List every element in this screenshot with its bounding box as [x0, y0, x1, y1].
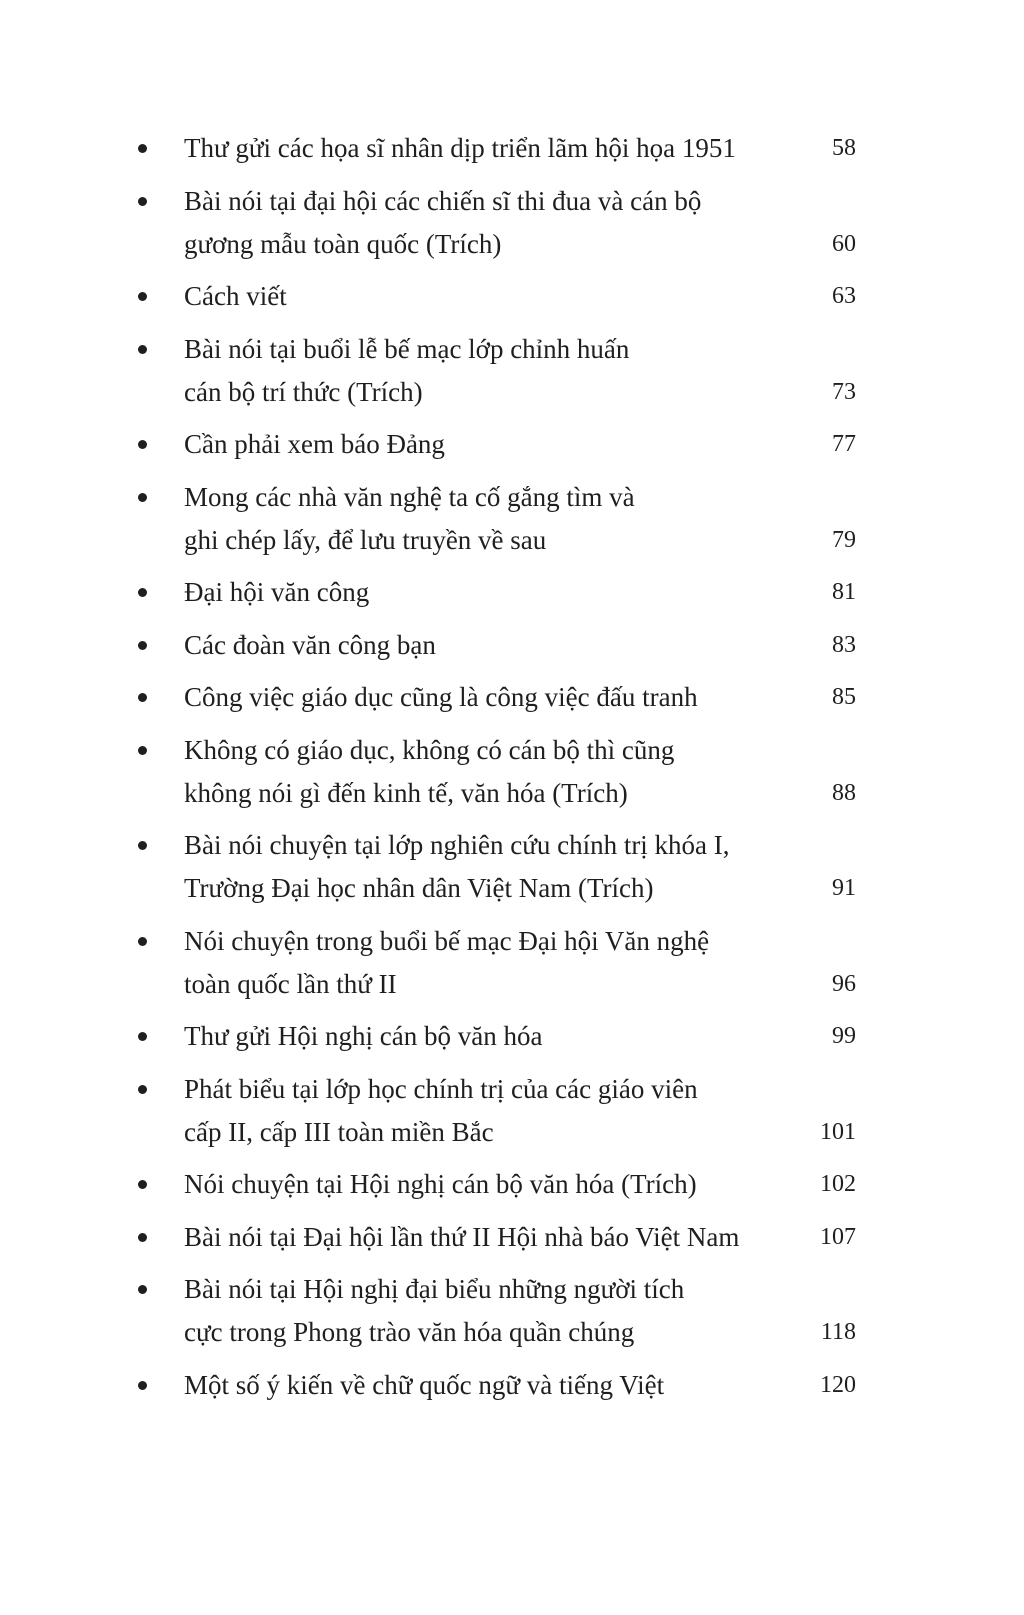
toc-page-number: 83 [832, 631, 856, 658]
toc-entry-title-line: Cách viết [184, 281, 287, 311]
toc-entry [0, 676, 1024, 719]
toc-entry [0, 1015, 1024, 1058]
toc-page-number: 99 [832, 1023, 856, 1049]
toc-page-number: 63 [832, 283, 856, 309]
toc-entry [0, 920, 1024, 1006]
toc-page-number: 118 [820, 1319, 856, 1345]
bullet-icon [138, 641, 147, 650]
toc-entry-title-line: cực trong Phong trào văn hóa quần chúng [184, 1317, 635, 1347]
toc-page-number: 58 [832, 135, 856, 161]
toc-page-number: 91 [832, 875, 856, 901]
toc-entry-title-line: Đại hội văn công [184, 577, 370, 607]
toc-entry [0, 476, 1024, 562]
toc-entry-title-line: Bài nói tại Hội nghị đại biểu những người tích [184, 1274, 685, 1304]
toc-page-number: 85 [832, 684, 856, 710]
bullet-icon [138, 841, 147, 850]
toc-page-number: 79 [832, 526, 856, 553]
toc-entry [0, 1068, 1024, 1154]
toc-entry [0, 180, 1024, 266]
toc-entry-title-line: Thư gửi các họa sĩ nhân dịp triển lãm hội họa 1951 [184, 133, 736, 163]
toc-entry [0, 328, 1024, 414]
toc-entry-title-line: cấp II, cấp III toàn miền Bắc [184, 1116, 494, 1147]
bullet-icon [138, 1032, 147, 1041]
toc-entry-title-line: không nói gì đến kinh tế, văn hóa (Trích) [184, 777, 628, 808]
bullet-icon [138, 292, 147, 301]
table-of-contents [0, 127, 1024, 1416]
bullet-icon [138, 493, 147, 502]
toc-entry-title-line: Bài nói tại đại hội các chiến sĩ thi đua và cán bộ [184, 185, 702, 216]
toc-entry-title-line: Bài nói tại Đại hội lần thứ II Hội nhà báo Việt Nam [184, 1221, 740, 1252]
toc-entry-title-line: Nói chuyện trong buổi bế mạc Đại hội Văn nghệ [184, 925, 710, 956]
toc-entry [0, 1364, 1024, 1407]
bullet-icon [138, 1285, 147, 1294]
toc-entry [0, 729, 1024, 815]
toc-entry-title-line: Phát biểu tại lớp học chính trị của các giáo viên [184, 1073, 698, 1104]
toc-entry-title-line: Bài nói tại buổi lễ bế mạc lớp chỉnh huấn [184, 333, 630, 364]
toc-entry [0, 1268, 1024, 1354]
toc-page-number: 101 [820, 1118, 856, 1145]
toc-entry-title-line: Trường Đại học nhân dân Việt Nam (Trích) [184, 873, 654, 903]
bullet-icon [138, 345, 147, 354]
toc-page-number: 102 [820, 1171, 856, 1197]
bullet-icon [138, 693, 147, 702]
toc-entry-title-line: Các đoàn văn công bạn [184, 629, 436, 660]
toc-entry-title-line: Công việc giáo dục cũng là công việc đấu tranh [184, 682, 698, 712]
toc-page-number: 73 [832, 378, 856, 405]
bullet-icon [138, 197, 147, 206]
toc-entry [0, 127, 1024, 170]
toc-entry-title-line: Cần phải xem báo Đảng [184, 429, 445, 459]
toc-entry [0, 1163, 1024, 1206]
toc-page-number: 107 [820, 1223, 856, 1250]
toc-entry-title-line: Thư gửi Hội nghị cán bộ văn hóa [184, 1021, 543, 1051]
bullet-icon [138, 746, 147, 755]
toc-page-number: 120 [820, 1371, 856, 1398]
toc-entry-title-line: Nói chuyện tại Hội nghị cán bộ văn hóa (Trích) [184, 1169, 697, 1199]
toc-entry [0, 1216, 1024, 1259]
toc-page-number: 77 [832, 431, 856, 457]
toc-entry [0, 423, 1024, 466]
bullet-icon [138, 937, 147, 946]
bullet-icon [138, 144, 147, 153]
toc-entry [0, 624, 1024, 667]
toc-entry-title-line: toàn quốc lần thứ II [184, 968, 397, 999]
toc-entry-title-line: Không có giáo dục, không có cán bộ thì cũng [184, 734, 675, 765]
toc-entry-title-line: Bài nói chuyện tại lớp nghiên cứu chính trị khóa I, [184, 830, 730, 860]
bullet-icon [138, 440, 147, 449]
toc-entry-title-line: gương mẫu toàn quốc (Trích) [184, 228, 502, 259]
toc-entry [0, 571, 1024, 614]
toc-page-number: 96 [832, 970, 856, 997]
toc-entry [0, 275, 1024, 318]
toc-page-number: 81 [832, 579, 856, 605]
toc-entry-title-line: Mong các nhà văn nghệ ta cố gắng tìm và [184, 481, 635, 512]
toc-page-number: 88 [832, 779, 856, 806]
toc-entry-title-line: cán bộ trí thức (Trích) [184, 376, 423, 407]
bullet-icon [138, 1180, 147, 1189]
bullet-icon [138, 1381, 147, 1390]
bullet-icon [138, 1233, 147, 1242]
toc-entry-title-line: ghi chép lấy, để lưu truyền về sau [184, 524, 547, 555]
toc-entry-title-line: Một số ý kiến về chữ quốc ngữ và tiếng Việt [184, 1369, 665, 1400]
toc-entry [0, 824, 1024, 910]
bullet-icon [138, 1085, 147, 1094]
toc-page-number: 60 [832, 230, 856, 257]
bullet-icon [138, 588, 147, 597]
